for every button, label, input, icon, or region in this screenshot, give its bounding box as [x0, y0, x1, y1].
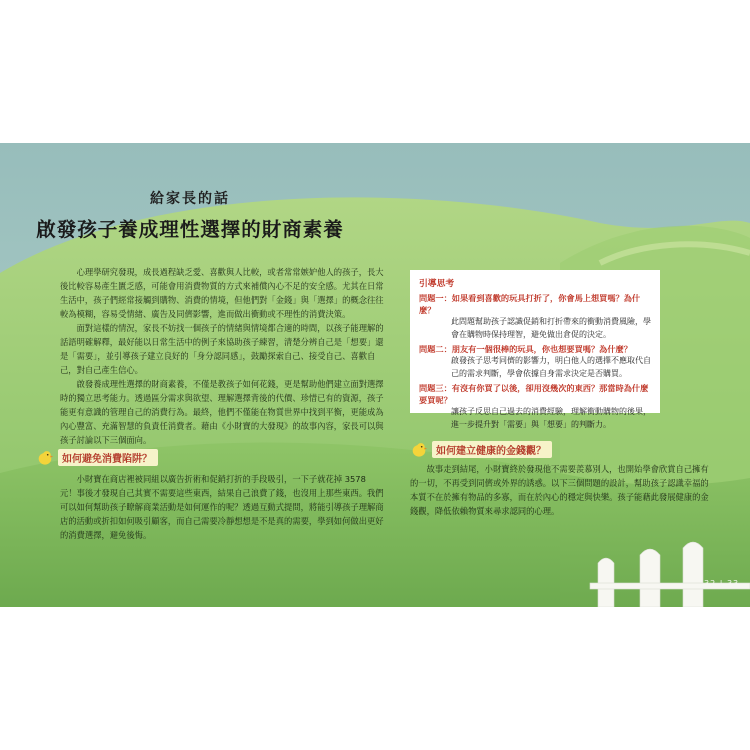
guide-answer-3: 讓孩子反思自己過去的消費經驗，理解衝動購物的後果，進一步提升對「需要」與「想要」的判斷力。 [451, 407, 651, 429]
section1-body: 小財寶在商店裡被同組以廣告折術和促銷打折的手段吸引，一下子就花掉 3578 元！事後才發現自己其實不需要這些東西，結果自己浪費了錢，也沒用上那些東西。我們可以如何幫助孩子瞭解商業活動是如何運作的呢？透過互動式提問，將能引導孩子理解商店的活動或折扣如何吸引顧客，而自己需要冷靜想想是不是真的需要，學到如何做出更好的消費選擇，避免後悔。 [60, 474, 384, 540]
left-paragraph-1: 心理學研究發現，成長過程缺乏愛、喜歡與人比較，或者常常嫉妒他人的孩子，長大後比較容易產生匱乏感，可能會用消費物質的方式來補償內心不足的安全感。尤其在日常生活中，孩子們經常接觸到購物、消費的情境，但他們對「金錢」與「選擇」的概念往往較為模糊，容易受情緒、廣告及同儕影響，進而做出衝動或不理性的消費決策。 [60, 267, 384, 319]
guide-answer-2: 啟發孩子思考同儕的影響力，明白他人的選擇不應取代自己的需求判斷，學會依據自身需求決定是否購買。 [451, 356, 651, 378]
section-title-2-text: 如何建立健康的金錢觀？ [432, 441, 552, 458]
chick-icon [36, 448, 54, 466]
guide-answer-1: 此問題幫助孩子認識促銷和打折帶來的衝動消費風險，學會在購物時保持理智，避免做出倉促的決定。 [451, 317, 651, 339]
left-paragraph-3: 啟發養成理性選擇的財商素養，不僅是教孩子如何花錢，更是幫助他們建立面對選擇時的獨立思考能力。透過區分需求與欲望、理解選擇背後的代價、珍惜已有的資源，孩子能更有意識的管理自己的消費行為。最終，他們不僅能在物質世界中找到平衡，更能成為內心豐富、充滿智慧的負責任消費者。藉由《小財寶的大發現》的故事內容，家長可以與孩子討論以下三個面向。 [60, 379, 384, 445]
guide-question-3: 問題三：有沒有你買了以後，卻用沒幾次的東西？那當時為什麼要買呢？ [419, 383, 649, 405]
guide-question-1: 問題一：如果看到喜歡的玩具打折了，你會馬上想買嗎？為什麼？ [419, 293, 641, 315]
left-paragraph-2: 面對這樣的情況，家長不妨找一個孩子的情緒與情境都合適的時間，以孩子能理解的話語明確解釋，最好能以日常生活中的例子來協助孩子練習，清楚分辨自己是「想要」還是「需要」，並引導孩子建立良好的「身分認同感」，鼓勵探索自己、接受自己、喜歡自己，對自己產生信心。 [60, 323, 384, 375]
section-title-2 [410, 440, 552, 458]
guide-title: 引導思考 [419, 279, 455, 289]
guide-box [410, 270, 660, 429]
guide-question-2: 問題二：朋友有一個很棒的玩具，你也想要買嗎？為什麼？ [419, 344, 632, 354]
section-title-1 [36, 448, 158, 466]
chick-icon [410, 440, 428, 458]
section2-body: 故事走到結尾，小財寶終於發現他不需要羨慕別人，也開始學會欣賞自己擁有的一切，不再受到同儕或外界的誘惑。以下三個問題的設計，幫助孩子認識幸福的本質不在於擁有物品的多寡，而在於內心的穩定與快樂。孩子能藉此發展健康的金錢觀，降低依賴物質來尋求認同的心理。 [410, 464, 709, 516]
heading-subtitle: 給家長的話 [150, 191, 230, 207]
page-numbers: 32 | 33 [704, 579, 740, 588]
section-title-1-text: 如何避免消費陷阱？ [58, 449, 158, 466]
heading-title: 啟發孩子養成理性選擇的財商素養 [36, 218, 344, 241]
